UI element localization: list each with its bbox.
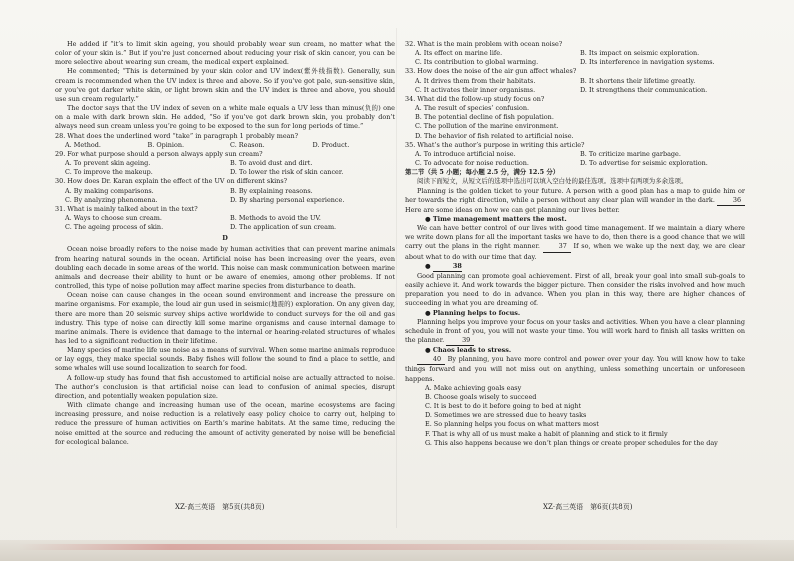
option: B. To criticize marine garbage. [580,149,681,158]
option: D. The behavior of fish related to artificial noise. [415,131,574,140]
option: D. To lower the risk of skin cancer. [230,168,344,177]
paragraph [405,187,745,215]
paragraph: Many species of marine life use noise as a means of survival. When some marine animals reproduce or lay eggs, they make special sounds. Baby fishes will follow the sound to find a place to settle, and some whales will use sound localization to search for food. [55,346,395,373]
right-page [405,40,745,448]
blank-39: 39 [446,336,474,346]
paragraph: The doctor says that the UV index of seven on a white male equals a UV less than minus(负的) one on a male with dark brown skin. He added, “So if you’ve got dark brown skin, you probably don’t always need sun cream unless you’re going to be exposed to the sun for long periods of time.” [55,104,395,131]
choice-item: G. This also happens because we don’t plan things or create proper schedules for the day [425,438,718,447]
instructions: 阅读下面短文，从短文后的选项中选出可以填入空白处的最佳选项。选项中有两项为多余选项。 [417,177,688,186]
option: C. Its contribution to global warming. [415,58,539,67]
question-31: 31. What is mainly talked about in the text? [55,204,198,213]
choice-item: A. Make achieving goals easy [425,383,522,392]
option: D. By sharing personal experience. [230,195,345,204]
question-29: 29. For what purpose should a person always apply sun cream? [55,149,263,158]
paragraph: A follow-up study has found that fish accustomed to artificial noise are actually attracted to noise. The author’s conclusion is that artificial noise can lead to confusion of animal species, disrupt direction, and potentially weaken population size. [55,373,395,400]
option: A. Method. [65,140,101,149]
question-35-options [415,150,745,168]
option: B. Methods to avoid the UV. [230,213,321,222]
option: A. Its effect on marine life. [415,49,503,58]
paragraph: He added if “it’s to limit skin ageing, you should probably wear sun cream, no matter what the color of your skin is.” But if you’re just concerned about reducing your risk of skin cancer, you can be more selective about wearing sun cream, the medical expert explained. [55,40,395,67]
option: C. By analyzing phenomena. [65,195,158,204]
paragraph-text: We can have better control of our lives with good time management. If we maintain a diary where we write down plans for all the important tasks we have to do, then there is a good chance that we will carry out the plans in the right manner. [405,224,745,251]
choice-item: E. So planning helps you focus on what matters most [425,420,599,429]
paragraph [405,318,745,346]
choice-item: F. That is why all of us must make a habit of planning and stick to it firmly [425,429,668,438]
paragraph: With climate change and increasing human use of the ocean, marine ecosystems are facing increasing pressure, and noise reduction is a relatively easy policy choice to carry out, helping to reduce the pressure of human activities on Earth’s marine habitats. At the same time, reducing the noise emitted at the source and reducing the amount of activity generated by noise will be beneficial for ecological balance. [55,401,395,446]
bullet: ● [425,261,431,270]
page-footer-right: XZ·高三英语 第6页(共8页) [543,503,633,511]
page-fold [396,28,397,528]
option: D. To advertise for seismic exploration. [580,159,708,168]
blank-37: 37 [543,242,571,252]
option: C. Reason. [230,140,265,149]
option: A. To prevent skin ageing. [65,159,151,168]
option: A. To introduce artificial noise. [415,149,516,158]
choice-list [425,384,745,448]
subheading: ● Time management matters the most. [425,214,567,223]
question-33-options [415,77,745,95]
question-30: 30. How does Dr. Karan explain the effect of the UV on different skins? [55,177,288,186]
option: B. Opinion. [147,140,185,149]
question-28: 28. What does the underlined word “take” in paragraph 1 probably mean? [55,131,299,140]
choice-item: B. Choose goals wisely to succeed [425,392,537,401]
question-30-options [65,187,395,205]
blank-36: 36 [717,196,745,206]
left-page [55,40,395,447]
question-35: 35. What’s the author’s purpose in writing this article? [405,140,585,149]
subheading: ● Planning helps to focus. [425,308,521,317]
question-33: 33. How does the noise of the air gun affect whales? [405,67,577,76]
question-34-options [415,104,745,141]
option: D. It strengthens their communication. [580,85,708,94]
blank-38: 38 [433,262,462,272]
option: C. To improve the makeup. [65,168,153,177]
subheading [405,262,745,272]
paragraph-text: Here are some ideas on how we can get planning our lives better. [405,205,620,214]
option: D. The application of sun cream. [230,223,337,232]
paragraph [405,355,745,383]
option: B. By explaining reasons. [230,186,313,195]
option: C. It activates their inner organisms. [415,85,536,94]
paragraph-text: If so, when we wake up the next day, we are clear about what to do with our time that day. [405,242,746,261]
section-d-title: D [222,234,228,243]
page-footer-left: XZ·高三英语 第5页(共8页) [175,503,265,511]
question-28-options [65,141,395,150]
blank-40: 40 [417,355,445,365]
question-32-options [415,49,745,67]
option: A. Ways to choose sun cream. [65,213,162,222]
scan-edge [0,540,794,561]
question-32: 32. What is the main problem with ocean noise? [405,40,563,48]
subheading: ● Chaos leads to stress. [425,346,512,355]
option: B. Its impact on seismic exploration. [580,49,700,58]
paragraph-text: Planning helps you improve your focus on your tasks and activities. When you have a clear planning schedule in front of you, you will not waste your time. You will work hard to finish all tasks written on the planner. [405,317,745,344]
paragraph: Ocean noise can cause changes in the ocean sound environment and increase the pressure on marine organisms. For example, the loud air gun used in seismic(地震的) exploration. On any given day, there are more than 20 seismic survey ships active worldwide to conduct surveys for the oil and gas industry. This type of noise can directly kill some marine organisms and cause internal damage to marine animals. There is evidence that damage to the internal or hearing-related structures of whales has led to a significant reduction in their lifetime. [55,291,395,345]
option: A. The result of species’ confusion. [415,104,530,113]
scan-smudge [18,544,778,550]
option: B. To avoid dust and dirt. [230,159,313,168]
option: A. By making comparisons. [65,186,154,195]
option: D. Product. [312,140,350,149]
question-29-options [65,159,395,177]
option: C. To advocate for noise reduction. [415,159,529,168]
paragraph: He commented; “This is determined by your skin color and UV index(紫外线指数). Generally, sun cream is recommended when the UV index is three and above. So if you’ve got pale, sun-sensitive skin, or you’ve got darker white skin, or light brown skin and the UV index is three and above, you should use sun cream regularly.” [55,67,395,103]
paragraph: Ocean noise broadly refers to the noise made by human activities that can prevent marine animals from hearing natural sounds in the ocean. Artificial noise has been increasing over the years, even doubling each decade in some areas of the world. This noise can mask communication between marine animals and decrease their ability to hunt or be aware of enemies, among other problems. If not controlled, this type of noise pollution may affect marine species from disturbance to death. [55,245,395,291]
choice-item: C. It is best to do it before going to bed at night [425,402,582,411]
question-31-options [65,214,395,232]
option: A. It drives them from their habitats. [415,76,536,85]
paragraph [405,224,745,262]
choice-item: D. Sometimes we are stressed due to heavy tasks [425,411,587,420]
question-34: 34. What did the follow-up study focus on? [405,94,545,103]
option: C. The ageing process of skin. [65,223,164,232]
section-two-title: 第二节（共 5 小题；每小题 2.5 分，满分 12.5 分） [405,168,560,177]
option: B. The potential decline of fish population. [415,113,554,122]
option: C. The pollution of the marine environment. [415,122,559,131]
paragraph: Good planning can promote goal achievement. First of all, break your goal into small sub-goals to easily achieve it. And work towards the bigger picture. Then consider the risks involved and how much preparation you need to do in advance. When you plan in this way, there are higher chances of succeeding in what you are dreaming of. [405,271,745,308]
option: D. Its interference in navigation systems. [580,58,715,67]
option: B. It shortens their lifetime greatly. [580,76,696,85]
paragraph-text: By planning, you have more control and power over your day. You will know how to take things forward and you will not miss out on anything, unless something uncertain or unforeseen happens. [405,355,746,383]
paragraph-text: Planning is the golden ticket to your future. A person with a good plan has a map to guide him or her towards the right direction, while a person without any clear plan will wander in the dark. [405,186,745,204]
